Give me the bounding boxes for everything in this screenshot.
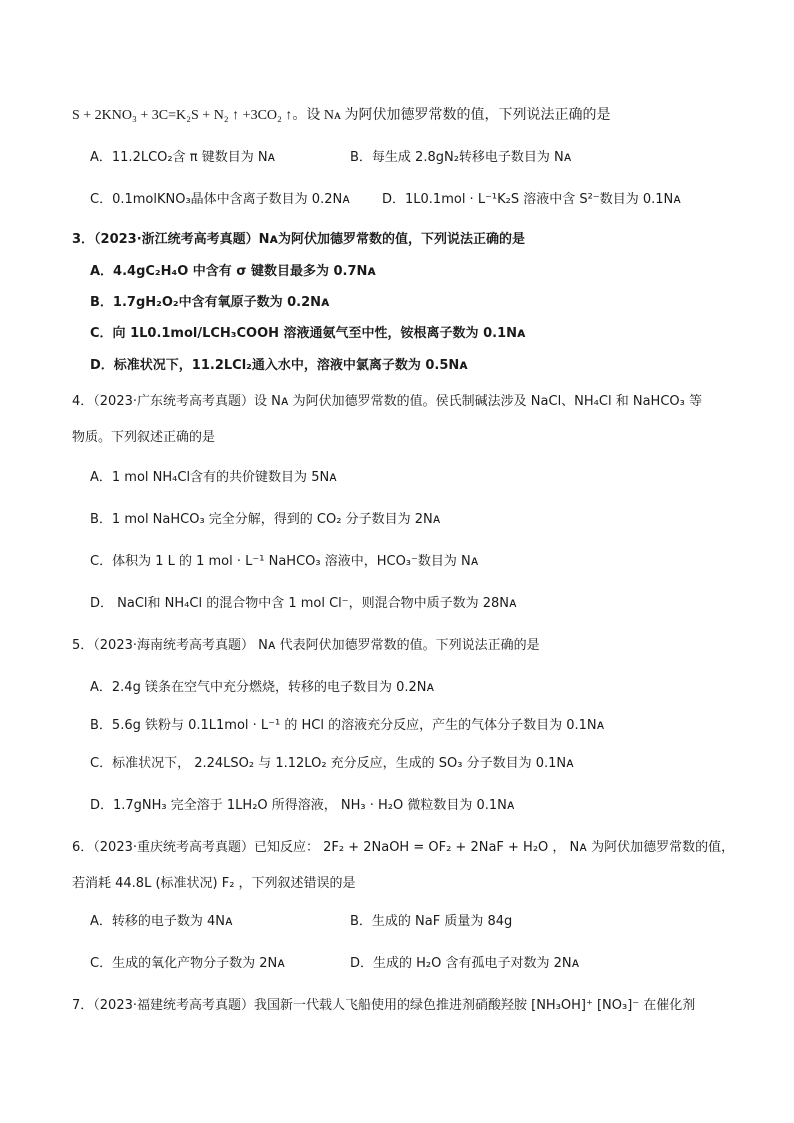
q6-stem: 6．（2023·重庆统考高考真题）已知反应： 2F₂ + 2NaOH = OF₂ + 2NaF + H₂O ， Nᴀ 为阿伏加德罗常数的值， — [72, 840, 735, 855]
q2-option-b: B．每生成 2.8gN₂转移电子数目为 Nᴀ — [350, 150, 572, 165]
q3-option-a: A．4.4gC₂H₄O 中含有 σ 键数目最多为 0.7Nᴀ — [90, 264, 376, 279]
q3-option-c: C．向 1L0.1mol/LCH₃COOH 溶液通氨气至中性，铵根离子数为 0.1Nᴀ — [90, 326, 526, 341]
q2-option-a: A．11.2LCO₂含 π 键数目为 Nᴀ — [90, 150, 276, 165]
q6-option-c: C．生成的氧化产物分子数为 2Nᴀ — [90, 956, 285, 971]
q6-option-b: B．生成的 NaF 质量为 84g — [350, 914, 513, 929]
q3-stem: 3．（2023·浙江统考高考真题）Nᴀ为阿伏加德罗常数的值，下列说法正确的是 — [72, 232, 526, 247]
q5-option-b: B．5.6g 铁粉与 0.1L1mol · L⁻¹ 的 HCl 的溶液充分反应，产生的气体分子数目为 0.1Nᴀ — [90, 718, 605, 733]
q5-stem: 5．（2023·海南统考高考真题） Nᴀ 代表阿伏加德罗常数的值。下列说法正确的是 — [72, 638, 540, 653]
q2-option-c: C．0.1molKNO₃晶体中含离子数目为 0.2Nᴀ — [90, 192, 350, 207]
q4-option-c: C．体积为 1 L 的 1 mol · L⁻¹ NaHCO₃ 溶液中，HCO₃⁻数目为 Nᴀ — [90, 554, 479, 569]
q2-option-d: D．1L0.1mol · L⁻¹K₂S 溶液中含 S²⁻数目为 0.1Nᴀ — [382, 192, 681, 207]
q3-option-b: B．1.7gH₂O₂中含有氧原子数为 0.2Nᴀ — [90, 295, 330, 310]
q5-option-d: D．1.7gNH₃ 完全溶于 1LH₂O 所得溶液， NH₃ · H₂O 微粒数目为 0.1Nᴀ — [90, 798, 515, 813]
q6-option-a: A．转移的电子数为 4Nᴀ — [90, 914, 233, 929]
q4-option-d: D． NaCl和 NH₄Cl 的混合物中含 1 mol Cl⁻，则混合物中质子数为 28Nᴀ — [90, 596, 517, 611]
q6-option-d: D．生成的 H₂O 含有孤电子对数为 2Nᴀ — [350, 956, 580, 971]
q3-option-d: D．标准状况下，11.2LCl₂通入水中，溶液中氯离子数为 0.5Nᴀ — [90, 358, 468, 373]
q4-option-a: A．1 mol NH₄Cl含有的共价键数目为 5Nᴀ — [90, 470, 337, 485]
q2-stem-continued: S + 2KNO₃ + 3C=K₂S + N₂ ↑ +3CO₂ ↑。设 Nᴀ 为阿伏加德罗常数的值，下列说法正确的是 — [72, 108, 611, 123]
q4-stem-line2: 物质。下列叙述正确的是 — [72, 430, 216, 445]
q5-option-a: A．2.4g 镁条在空气中充分燃烧，转移的电子数目为 0.2Nᴀ — [90, 680, 435, 695]
q7-stem: 7．（2023·福建统考高考真题）我国新一代载人飞船使用的绿色推进剂硝酸羟胺 [NH₃OH]⁺ [NO₃]⁻ 在催化剂 — [72, 998, 696, 1013]
q4-option-b: B．1 mol NaHCO₃ 完全分解，得到的 CO₂ 分子数目为 2Nᴀ — [90, 512, 441, 527]
q5-option-c: C．标准状况下， 2.24LSO₂ 与 1.12LO₂ 充分反应，生成的 SO₃ 分子数目为 0.1Nᴀ — [90, 756, 574, 771]
q6-stem-line2: 若消耗 44.8L (标准状况) F₂ ，下列叙述错误的是 — [72, 876, 356, 891]
q4-stem: 4．（2023·广东统考高考真题）设 Nᴀ 为阿伏加德罗常数的值。侯氏制碱法涉及 NaCl、NH₄Cl 和 NaHCO₃ 等 — [72, 394, 702, 409]
